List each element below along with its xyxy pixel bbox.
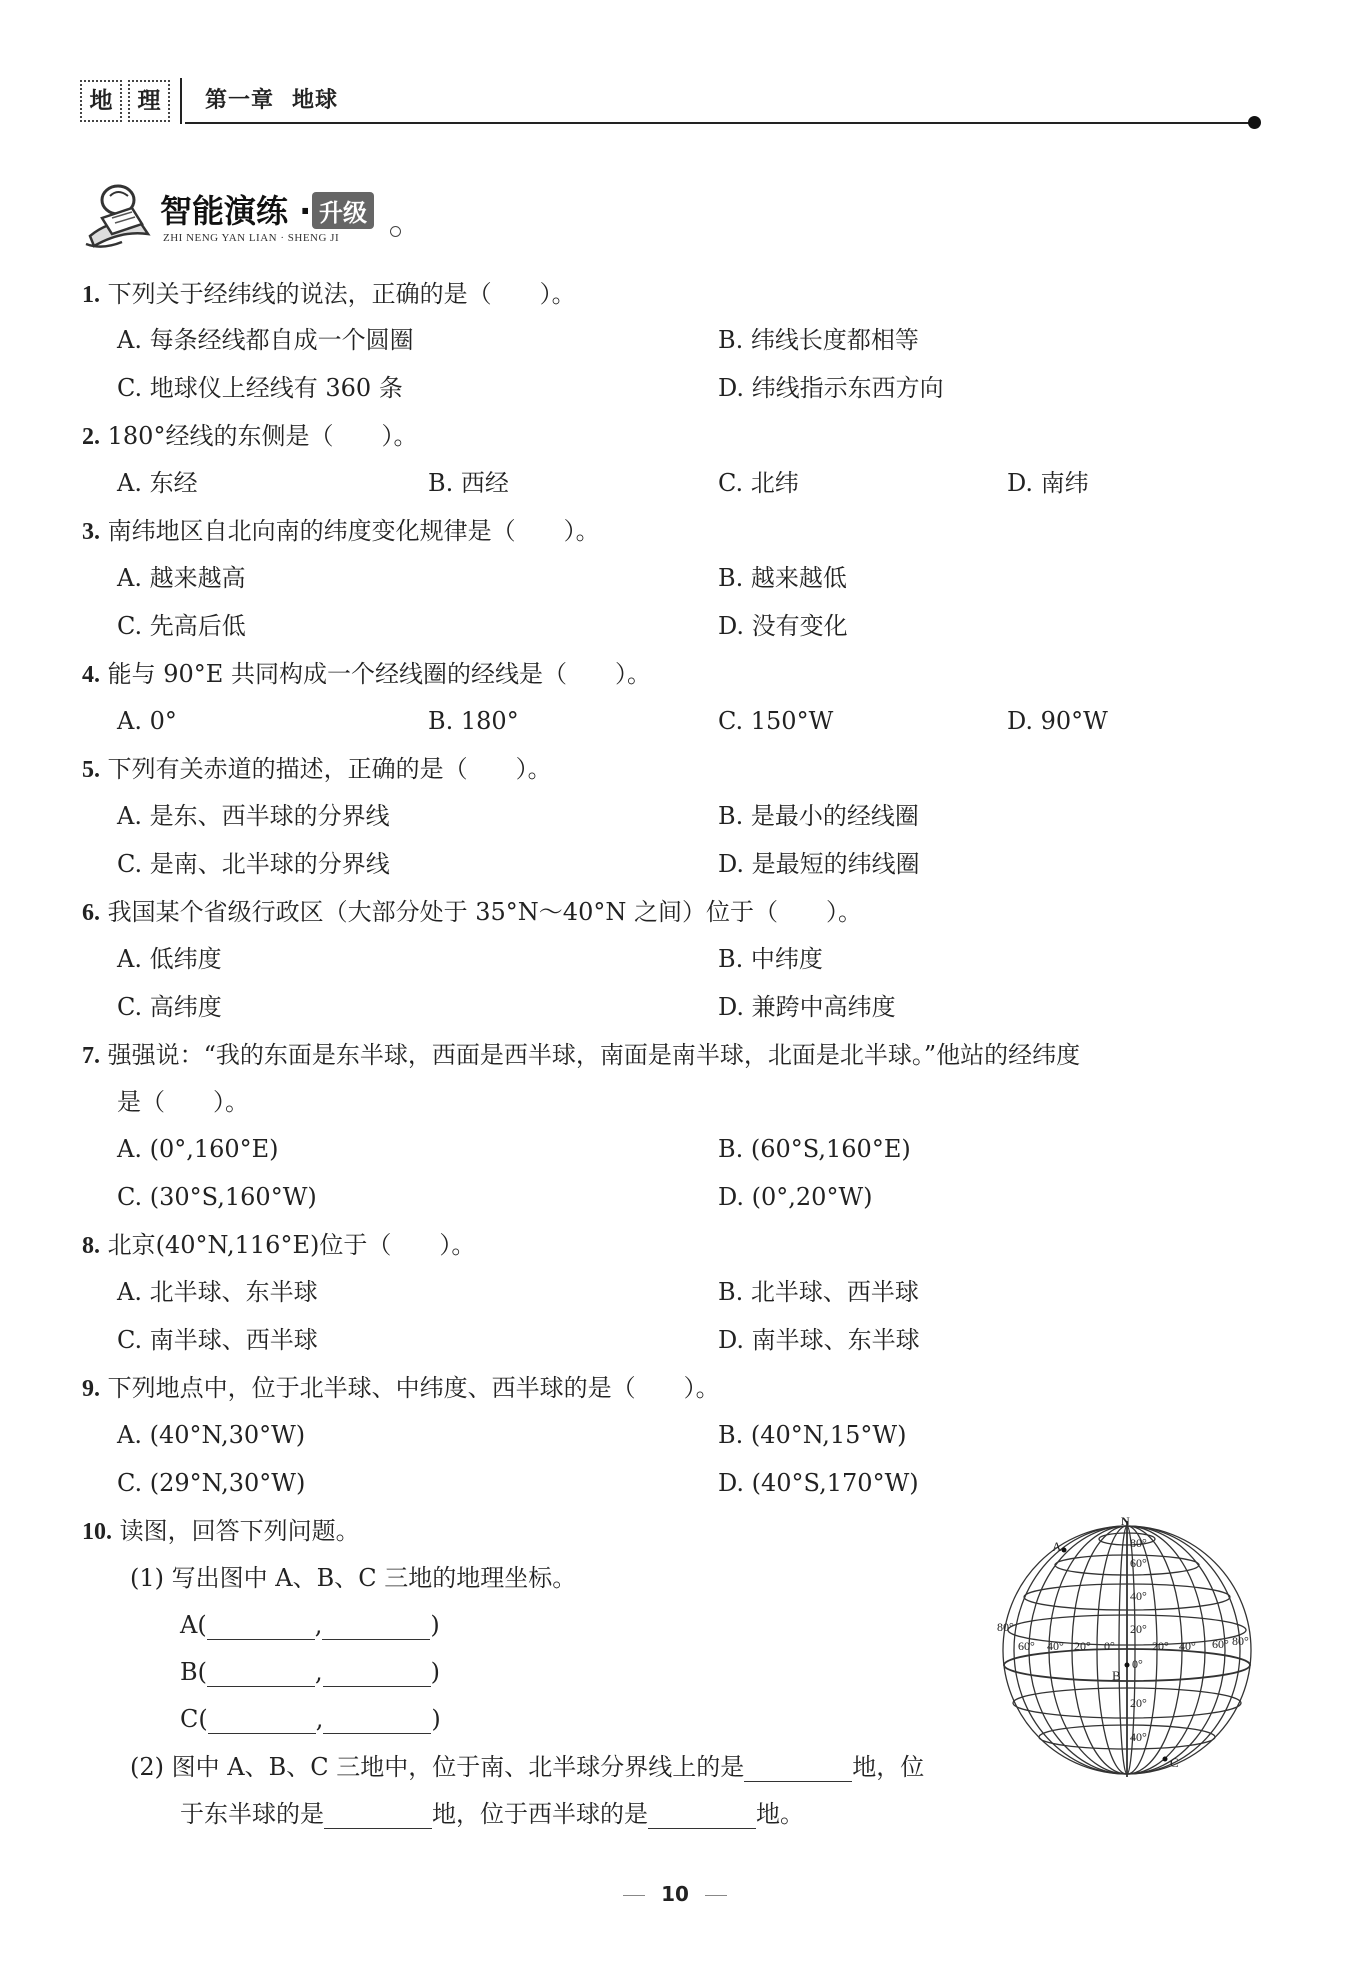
option: C. (30°S,160°W): [117, 1183, 317, 1211]
question-text: 能与 90°E 共同构成一个经线圈的经线是（ ）。: [107, 660, 651, 688]
option: C. 先高后低: [117, 612, 246, 640]
option: C. 150°W: [718, 707, 834, 735]
option: D. 纬线指示东西方向: [718, 374, 944, 402]
option: C. 北纬: [718, 469, 799, 497]
question-number: 10.: [82, 1519, 112, 1545]
answer-blank[interactable]: [322, 1615, 430, 1640]
question-text: 下列有关赤道的描述，正确的是（ ）。: [107, 755, 552, 783]
question-8: [82, 1230, 475, 1261]
coord-label: B(: [180, 1658, 207, 1686]
option: B. (40°N,15°W): [718, 1421, 907, 1449]
globe-lat-label: 60°: [1130, 1556, 1147, 1570]
globe-lon-label: 80°: [1232, 1634, 1249, 1648]
subject-char: 理: [128, 80, 170, 122]
globe-point-a: [1062, 1548, 1067, 1553]
question-number: 1.: [82, 282, 100, 308]
section-subtitle: ZHI NENG YAN LIAN · SHENG JI: [163, 232, 340, 244]
option: A. 北半球、东半球: [117, 1278, 318, 1306]
answer-blank[interactable]: [207, 1662, 315, 1687]
question-number: 5.: [82, 757, 100, 783]
sub-question-2-text: 地。: [756, 1800, 804, 1828]
globe-lat-label: 80°: [1130, 1536, 1147, 1550]
globe-lon-label: 60°: [1018, 1639, 1035, 1653]
option: B. 越来越低: [718, 564, 847, 592]
question-7-continued: 是（ ）。: [117, 1088, 249, 1116]
option: D. 南纬: [1007, 469, 1089, 497]
question-5: [82, 754, 552, 785]
question-number: 9.: [82, 1376, 100, 1402]
option: A. 是东、西半球的分界线: [117, 802, 390, 830]
question-3: [82, 516, 600, 547]
sub-question-2-continued: [180, 1799, 804, 1829]
globe-point-c: [1163, 1757, 1168, 1762]
coord-b-row: B( , ): [180, 1658, 441, 1686]
question-text: 180°经线的东侧是（ ）。: [107, 422, 418, 450]
option: A. 0°: [117, 707, 177, 735]
question-4: [82, 659, 651, 690]
question-2: [82, 421, 417, 452]
option: C. 高纬度: [117, 993, 222, 1021]
globe-lat-label: 0°: [1132, 1657, 1143, 1671]
coord-a-row: A( , ): [180, 1611, 440, 1639]
globe-lon-label: 0°: [1104, 1639, 1115, 1653]
option: D. (40°S,170°W): [718, 1469, 919, 1497]
page-number-dash: [705, 1895, 727, 1896]
page-number: [0, 1882, 1350, 1906]
sub-question-2: [130, 1752, 924, 1782]
globe-lat-label: 20°: [1130, 1622, 1147, 1636]
answer-blank[interactable]: [648, 1804, 756, 1829]
globe-lat-label: 40°: [1130, 1589, 1147, 1603]
option: D. 兼跨中高纬度: [718, 993, 896, 1021]
globe-lon-label: 80°: [997, 1620, 1014, 1634]
answer-blank[interactable]: [323, 1709, 431, 1734]
chapter-heading: [205, 83, 338, 114]
sub-question-2-text: 地，位: [852, 1753, 925, 1781]
header-rule-dot: [1248, 116, 1261, 129]
answer-blank[interactable]: [208, 1709, 316, 1734]
question-text: 我国某个省级行政区（大部分处于 35°N～40°N 之间）位于（ ）。: [107, 898, 862, 926]
globe-figure: [992, 1515, 1262, 1785]
section-ring-icon: [390, 226, 401, 237]
answer-blank[interactable]: [207, 1615, 315, 1640]
page-number-dash: [623, 1895, 645, 1896]
option: D. 没有变化: [718, 612, 848, 640]
question-number: 6.: [82, 900, 100, 926]
question-1: [82, 279, 576, 310]
question-number: 3.: [82, 519, 100, 545]
question-number: 2.: [82, 424, 100, 450]
option: B. 西经: [428, 469, 509, 497]
option: B. 中纬度: [718, 945, 823, 973]
option: B. 180°: [428, 707, 519, 735]
option: B. 北半球、西半球: [718, 1278, 919, 1306]
sub-question-1: (1) 写出图中 A、B、C 三地的地理坐标。: [130, 1564, 577, 1592]
option: D. 南半球、东半球: [718, 1326, 920, 1354]
option: A. 低纬度: [117, 945, 222, 973]
question-text: 下列关于经纬线的说法，正确的是（ ）。: [107, 280, 576, 308]
globe-lon-label: 20°: [1152, 1639, 1169, 1653]
question-text: 读图，回答下列问题。: [119, 1517, 360, 1545]
sub-question-2-text: (2) 图中 A、B、C 三地中，位于南、北半球分界线上的是: [130, 1753, 745, 1781]
globe-lon-label: 40°: [1047, 1639, 1064, 1653]
chapter-number: 第一章: [205, 88, 275, 113]
header-divider: [180, 78, 182, 124]
globe-lat-label: 20°: [1130, 1696, 1147, 1710]
coord-c-row: C( , ): [180, 1705, 441, 1733]
section-title: 智能演练 ·: [160, 192, 312, 230]
globe-lon-label: 40°: [1179, 1639, 1196, 1653]
option: A. 每条经线都自成一个圆圈: [117, 326, 414, 354]
question-6: [82, 897, 862, 928]
globe-lon-label: 60°: [1212, 1637, 1229, 1651]
question-number: 7.: [82, 1043, 100, 1069]
coord-label: C(: [180, 1705, 208, 1733]
option: D. (0°,20°W): [718, 1183, 873, 1211]
globe-point-label: A: [1052, 1539, 1062, 1554]
coord-label: A(: [180, 1611, 207, 1639]
question-7: [82, 1040, 1080, 1071]
sub-question-2-text: 于东半球的是: [180, 1800, 324, 1828]
option: A. 东经: [117, 469, 198, 497]
question-text: 南纬地区自北向南的纬度变化规律是（ ）。: [107, 517, 600, 545]
question-9: [82, 1373, 720, 1404]
section-badge: 升级: [312, 192, 374, 229]
option: C. (29°N,30°W): [117, 1469, 306, 1497]
globe-pole-label: N: [1121, 1515, 1130, 1528]
subject-label: [80, 80, 170, 122]
option: A. (40°N,30°W): [117, 1421, 306, 1449]
question-text: 强强说：“我的东面是东半球，西面是西半球，南面是南半球，北面是北半球。”他站的经纬度: [107, 1041, 1081, 1069]
question-number: 4.: [82, 662, 100, 688]
question-number: 8.: [82, 1233, 100, 1259]
answer-blank[interactable]: [323, 1662, 431, 1687]
globe-lon-label: 20°: [1074, 1639, 1091, 1653]
globe-lat-label: 40°: [1130, 1730, 1147, 1744]
chapter-title: 地球: [292, 88, 339, 113]
subject-char: 地: [80, 80, 122, 122]
option: C. 是南、北半球的分界线: [117, 850, 390, 878]
option: B. (60°S,160°E): [718, 1135, 911, 1163]
option: A. (0°,160°E): [117, 1135, 279, 1163]
sub-question-2-text: 地，位于西半球的是: [432, 1800, 648, 1828]
option: A. 越来越高: [117, 564, 246, 592]
option: D. 90°W: [1007, 707, 1108, 735]
book-reader-icon: [82, 178, 162, 250]
globe-point-b: [1125, 1663, 1130, 1668]
option: B. 是最小的经线圈: [718, 802, 919, 830]
option: D. 是最短的纬线圈: [718, 850, 920, 878]
globe-point-label: C: [1170, 1755, 1179, 1770]
option: C. 地球仪上经线有 360 条: [117, 374, 403, 402]
answer-blank[interactable]: [744, 1757, 852, 1782]
option: C. 南半球、西半球: [117, 1326, 318, 1354]
globe-point-label: B: [1112, 1668, 1121, 1683]
question-text: 北京(40°N,116°E)位于（ ）。: [107, 1231, 476, 1259]
option: B. 纬线长度都相等: [718, 326, 919, 354]
question-10: [82, 1516, 360, 1547]
page-number-value: 10: [661, 1882, 689, 1906]
answer-blank[interactable]: [324, 1804, 432, 1829]
question-text: 下列地点中，位于北半球、中纬度、西半球的是（ ）。: [107, 1374, 720, 1402]
header-rule: [185, 122, 1255, 124]
